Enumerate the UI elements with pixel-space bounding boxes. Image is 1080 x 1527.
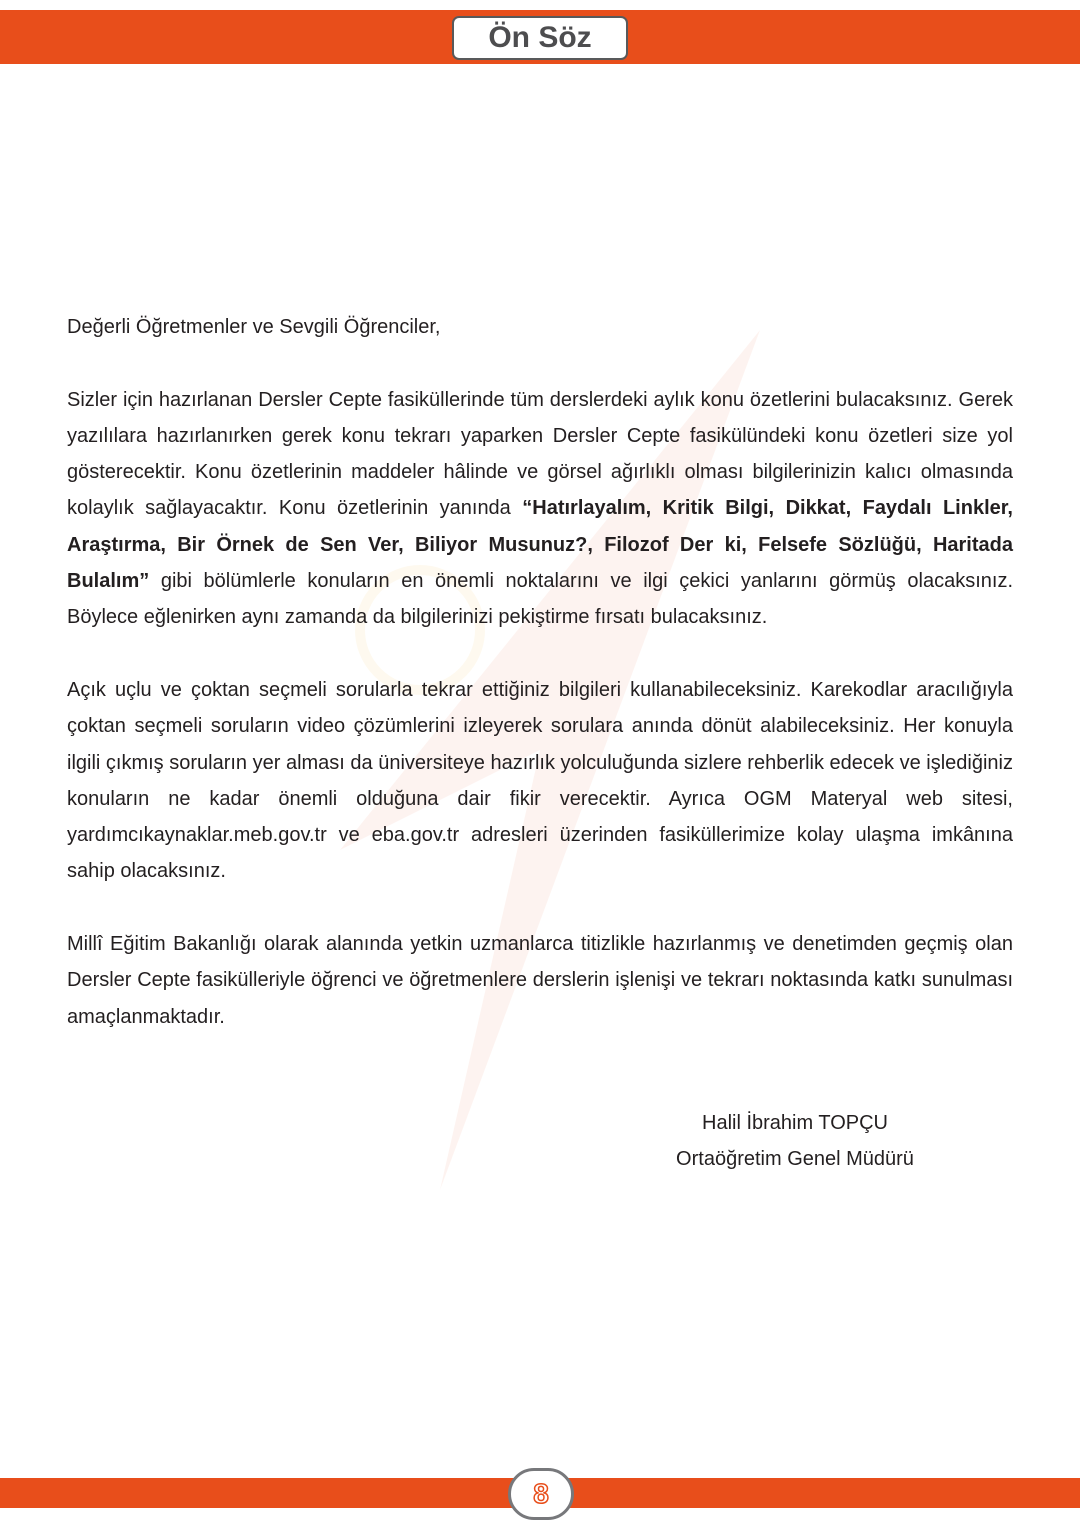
paragraph-1-text-a: Sizler için hazırlanan Dersler Cepte fasiküllerinde tüm derslerdeki aylık konu özetlerini bulacaksınız. Gerek yazılılara hazırlanırken gerek konu tekrarı yaparken Dersler Cepte fasikülündeki konu özetleri size yol gösterecektir. Konu özetlerinin maddeler hâlinde ve görsel ağırlıklı olması bilgilerinizin kalıcı olmasında kolaylık sağlayacaktır. Konu özetlerinin yanında <box>67 388 1013 520</box>
signatory-position: Ortaöğretim Genel Müdürü <box>676 1148 914 1171</box>
foreword-body <box>67 309 1013 1071</box>
section-names: “Hatırlayalım, Kritik Bilgi, Dikkat, Faydalı Linkler, Araştırma, Bir Örnek de Sen Ver, Biliyor Musunuz?, Filozof Der ki, Felsefe Sözlüğü, Haritada Bulalım” <box>67 497 1013 593</box>
greeting: Değerli Öğretmenler ve Sevgili Öğrenciler, <box>67 316 441 338</box>
page-number: 8 <box>508 1468 574 1520</box>
paragraph-1 <box>67 382 1013 636</box>
signatory-name: Halil İbrahim TOPÇU <box>702 1112 888 1134</box>
page-title: Ön Söz <box>452 16 628 60</box>
signature-block <box>640 1105 950 1178</box>
paragraph-1-text-b: gibi bölümlerle konuların en önemli noktalarını ve ilgi çekici yanlarını görmüş olacaksınız. Böylece eğlenirken aynı zamanda da bilgilerinizi pekiştirme fırsatı bulacaksınız. <box>67 570 1013 629</box>
paragraph-3: Millî Eğitim Bakanlığı olarak alanında yetkin uzmanlarca titizlikle hazırlanmış ve denetimden geçmiş olan Dersler Cepte fasikülleriyle öğrenci ve öğretmenlere derslerin işlenişi ve tekrarı noktasında katkı sunulması amaçlanmaktadır. <box>67 933 1013 1028</box>
paragraph-2: Açık uçlu ve çoktan seçmeli sorularla tekrar ettiğiniz bilgileri kullanabileceksiniz. Karekodlar aracılığıyla çoktan seçmeli soruların video çözümlerini izleyerek sorulara anında dönüt alabileceksiniz. Her konuyla ilgili çıkmış soruların yer alması da üniversiteye hazırlık yolculuğunda sizlere rehberlik edecek ve işlediğiniz konuların ne kadar önemli olduğuna dair fikir verecektir. Ayrıca OGM Materyal web sitesi, yardımcıkaynaklar.meb.gov.tr ve eba.gov.tr adresleri üzerinden fasiküllerimize kolay ulaşma imkânına sahip olacaksınız. <box>67 678 1013 883</box>
